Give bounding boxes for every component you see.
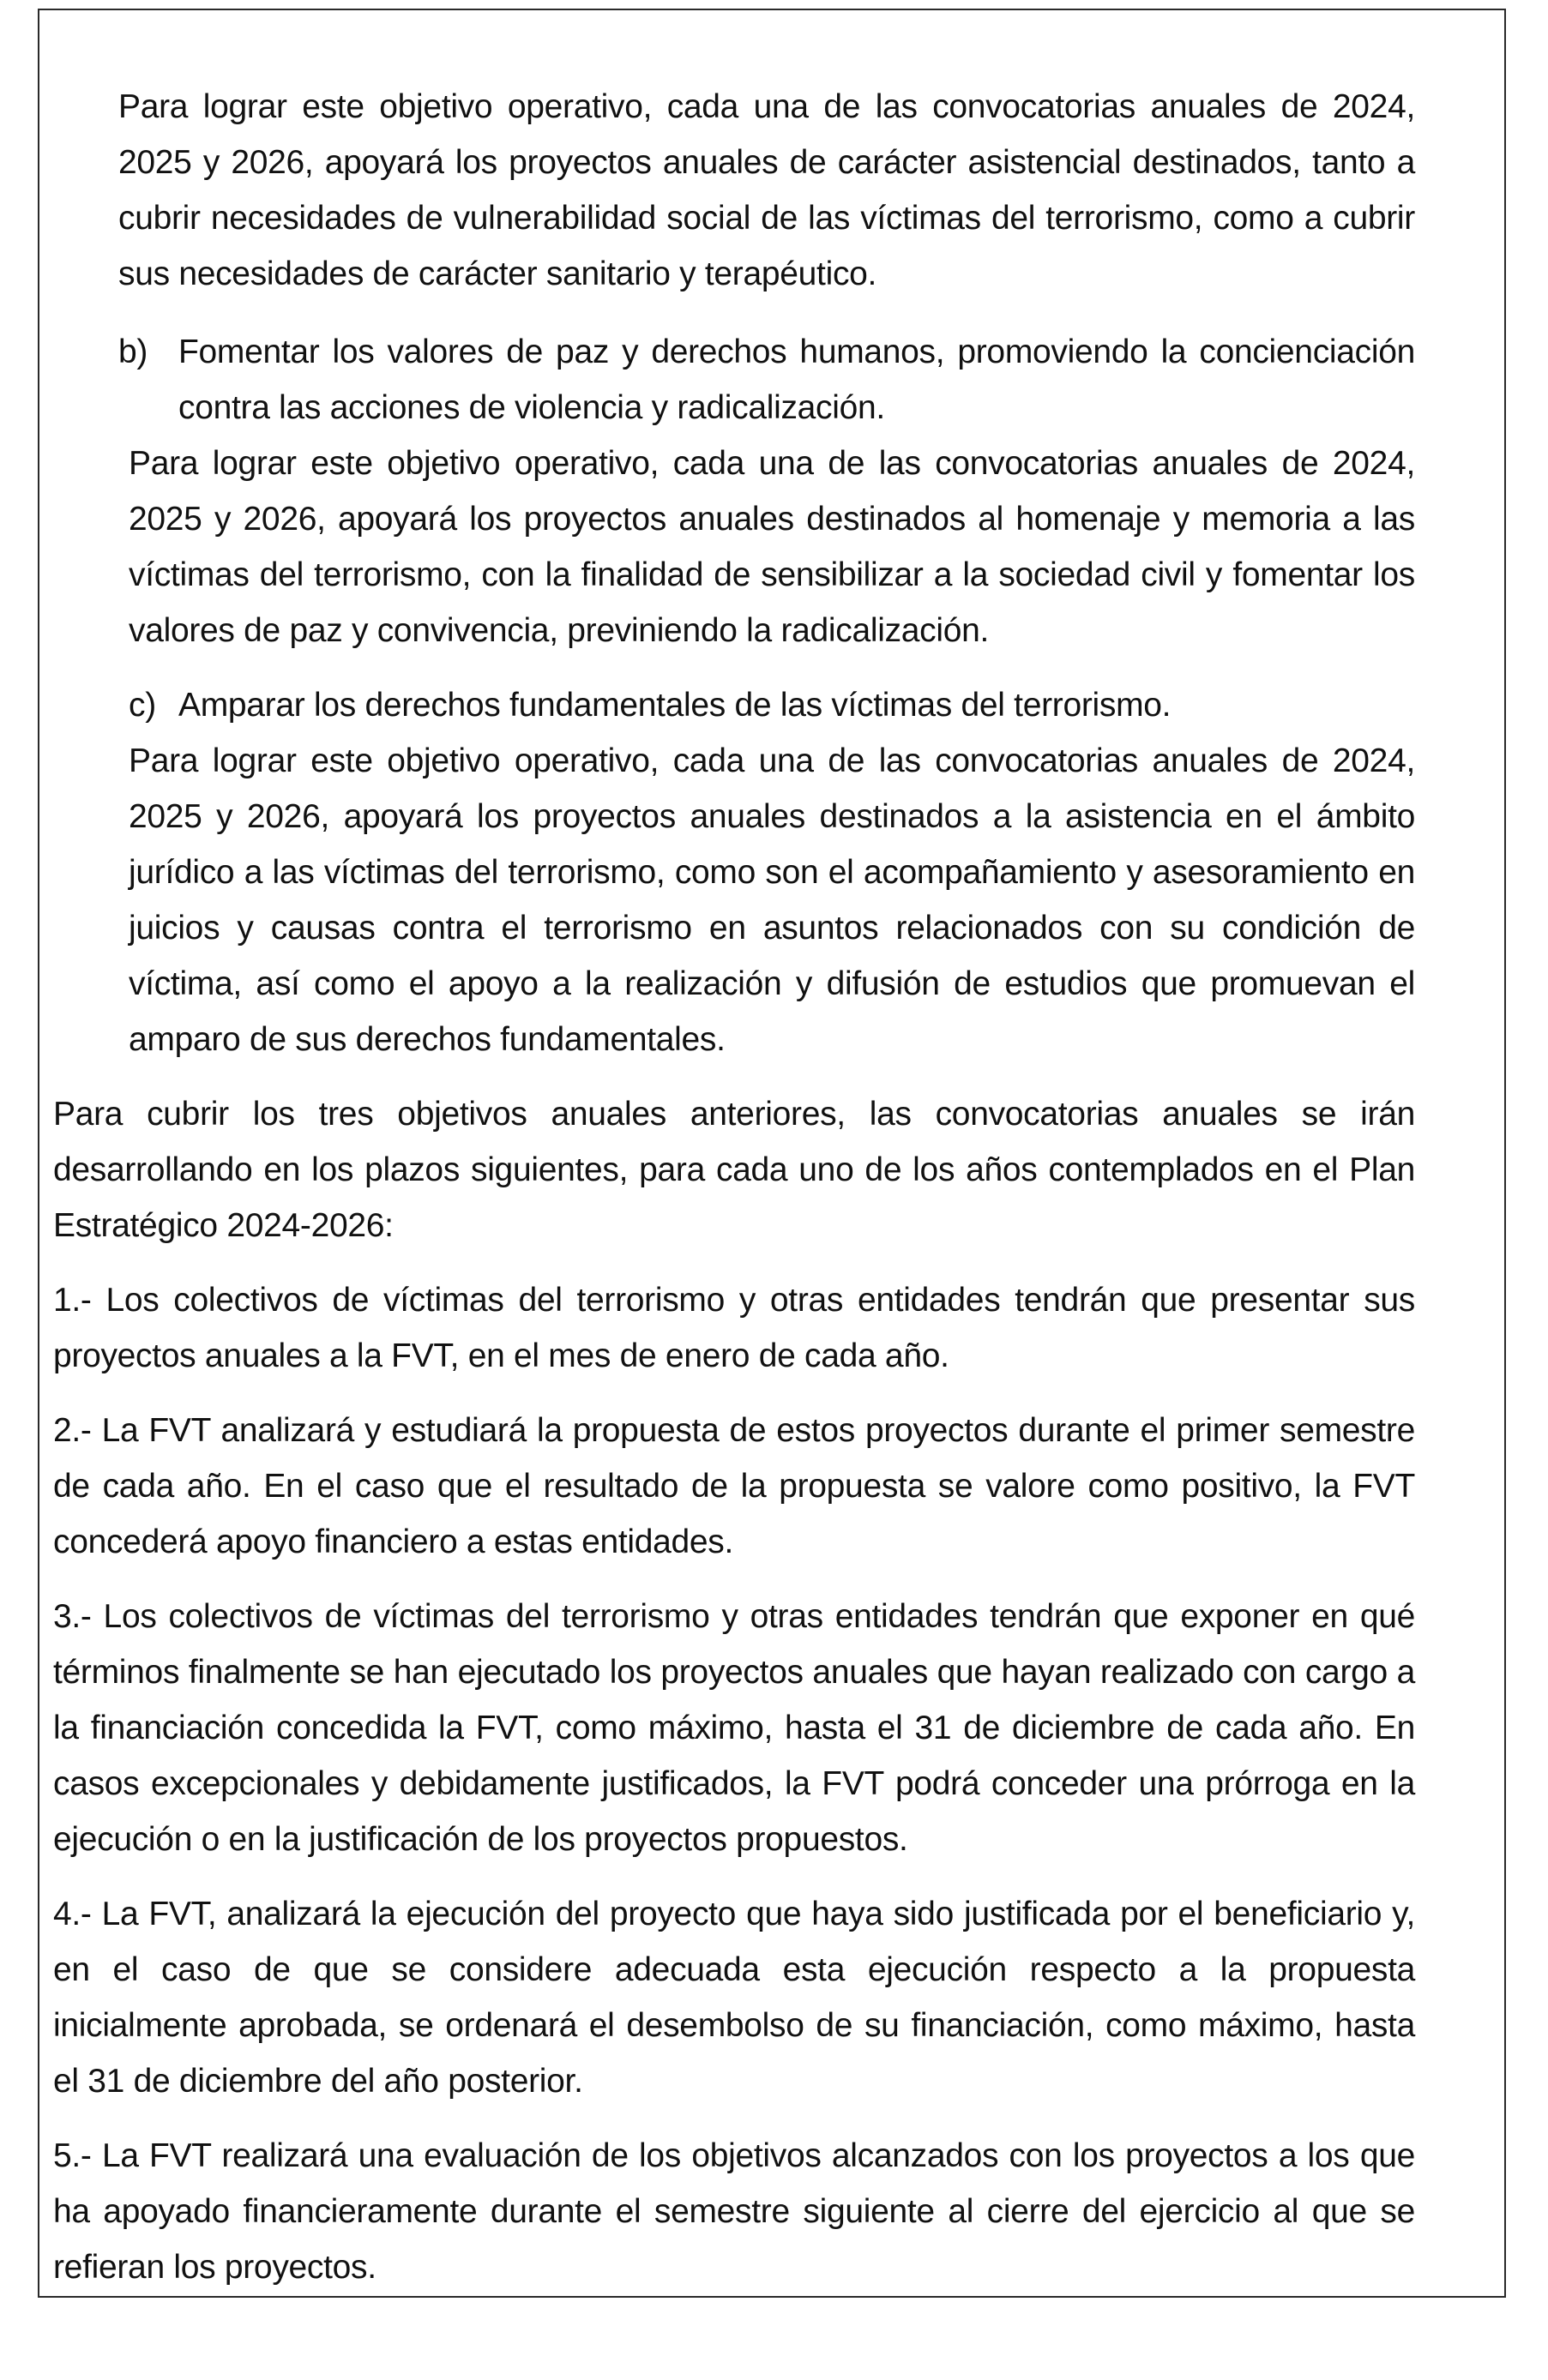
step-5: 5.- La FVT realizará una evaluación de los objetivos alcanzados con los proyectos a los que ha apoyado financieramente durante el semestre siguiente al cierre del ejercicio al que se refieran los proyectos.	[53, 2137, 1415, 2286]
step-1: 1.- Los colectivos de víctimas del terrorismo y otras entidades tendrán que presentar sus proyectos anuales a la FVT, en el mes de enero de cada año.	[53, 1282, 1415, 1374]
document-body	[53, 79, 1415, 2295]
paragraph-objective-b-detail: Para lograr este objetivo operativo, cada una de las convocatorias anuales de 2024, 2025 y 2026, apoyará los proyectos anuales destinados al homenaje y memoria a las víctimas del terrorismo, con la finalidad de sensibilizar a la sociedad civil y fomentar los valores de paz y convivencia, previniendo la radicalización.	[129, 445, 1415, 649]
objective-c-title: Amparar los derechos fundamentales de las víctimas del terrorismo.	[178, 687, 1172, 724]
objective-b-title: Fomentar los valores de paz y derechos humanos, promoviendo la concienciación contra las acciones de violencia y radicalización.	[178, 334, 1415, 426]
paragraph-objective-a-detail: Para lograr este objetivo operativo, cada una de las convocatorias anuales de 2024, 2025 y 2026, apoyará los proyectos anuales de carácter asistencial destinados, tanto a cubrir necesidades de vulnerabilidad social de las víctimas del terrorismo, como a cubrir sus necesidades de carácter sanitario y terapéutico.	[118, 88, 1415, 292]
list-marker-b: b)	[118, 334, 148, 370]
paragraph-objective-c-detail: Para lograr este objetivo operativo, cada una de las convocatorias anuales de 2024, 2025 y 2026, apoyará los proyectos anuales destinados a la asistencia en el ámbito jurídico a las víctimas del terrorismo, como son el acompañamiento y asesoramiento en juicios y causas contra el terrorismo en asuntos relacionados con su condición de víctima, así como el apoyo a la realización y difusión de estudios que promuevan el amparo de sus derechos fundamentales.	[129, 742, 1415, 1058]
list-marker-c: c)	[129, 687, 156, 724]
paragraph-plazos-intro: Para cubrir los tres objetivos anuales anteriores, las convocatorias anuales se irán desarrollando en los plazos siguientes, para cada uno de los años contemplados en el Plan Estratégico 2024-2026:	[53, 1096, 1415, 1244]
list-item-c	[118, 677, 1415, 733]
step-2: 2.- La FVT analizará y estudiará la propuesta de estos proyectos durante el primer semestre de cada año. En el caso que el resultado de la propuesta se valore como positivo, la FVT concederá apoyo financiero a estas entidades.	[53, 1412, 1415, 1560]
step-3: 3.- Los colectivos de víctimas del terrorismo y otras entidades tendrán que exponer en qué términos finalmente se han ejecutado los proyectos anuales que hayan realizado con cargo a la financiación concedida la FVT, como máximo, hasta el 31 de diciembre de cada año. En casos excepcionales y debidamente justificados, la FVT podrá conceder una prórroga en la ejecución o en la justificación de los proyectos propuestos.	[53, 1598, 1415, 1858]
step-4: 4.- La FVT, analizará la ejecución del proyecto que haya sido justificada por el beneficiario y, en el caso de que se considere adecuada esta ejecución respecto a la propuesta inicialmente aprobada, se ordenará el desembolso de su financiación, como máximo, hasta el 31 de diciembre del año posterior.	[53, 1896, 1415, 2100]
list-item-b	[118, 324, 1415, 436]
